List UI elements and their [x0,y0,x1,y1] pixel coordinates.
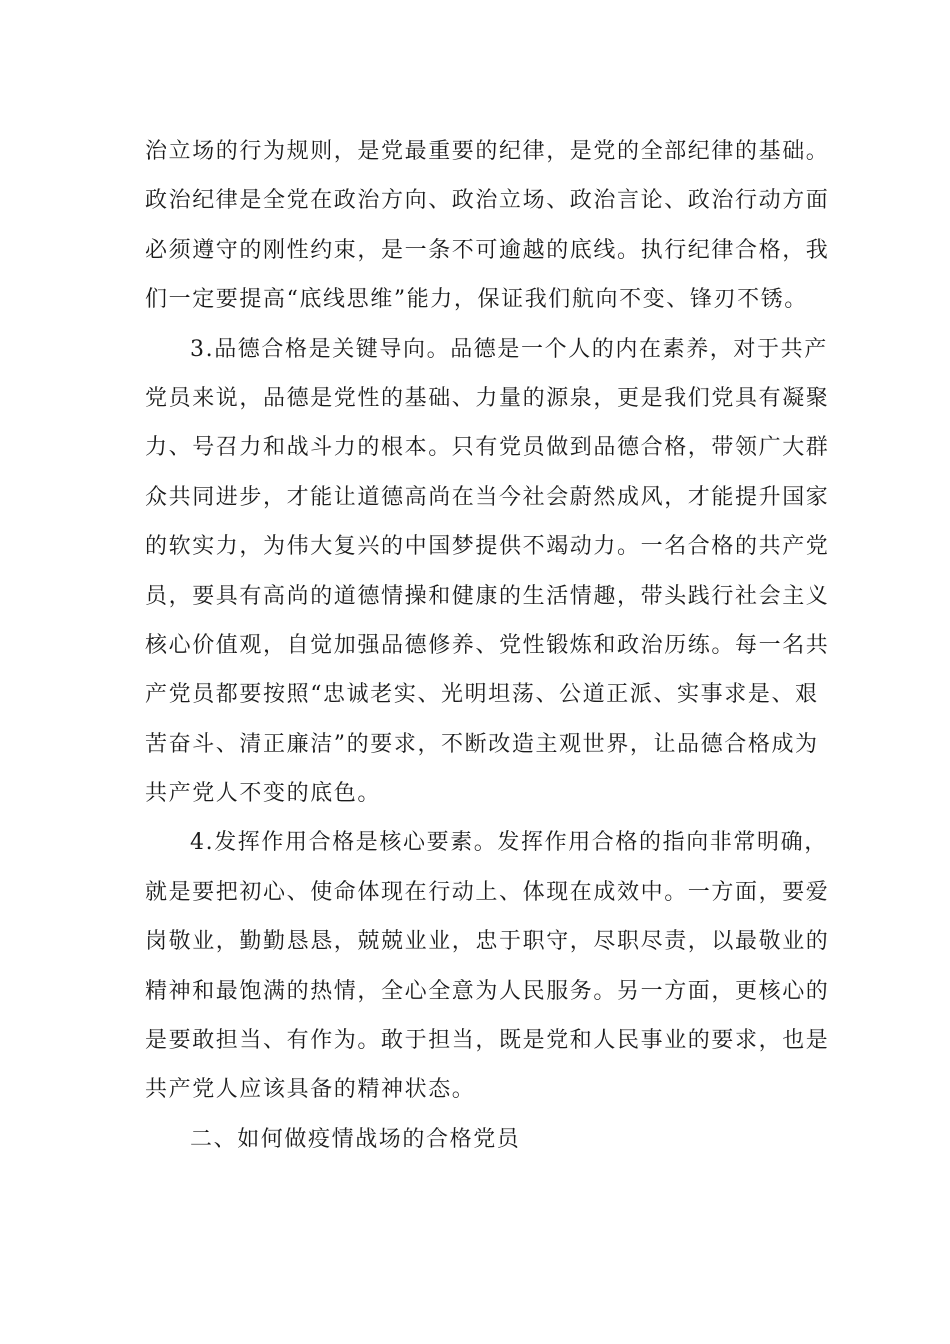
paragraph-3-heading-line: 3.品德合格是关键导向。品德是一个人的内在素养，对于共产 [190,336,828,362]
text-line: 共产党人应该具备的精神状态。 [145,1077,476,1103]
text-line: 必须遵守的刚性约束，是一条不可逾越的底线。执行纪律合格，我 [145,237,830,263]
section-heading: 二、如何做疫情战场的合格党员 [190,1126,521,1152]
text-line: 苦奋斗、清正廉洁”的要求，不断改造主观世界，让品德合格成为 [145,731,819,757]
document-body [145,127,830,1164]
text-line: 核心价值观，自觉加强品德修养、党性锻炼和政治历练。每一名共 [145,632,830,658]
text-line: 的软实力，为伟大复兴的中国梦提供不竭动力。一名合格的共产党 [145,534,830,560]
text-line: 力、号召力和战斗力的根本。只有党员做到品德合格，带领广大群 [145,435,830,461]
text-line: 岗敬业，勤勤恳恳，兢兢业业，忠于职守，尽职尽责，以最敬业的 [145,929,830,955]
text-line: 政治纪律是全党在政治方向、政治立场、政治言论、政治行动方面 [145,188,830,214]
text-line: 们一定要提高“底线思维”能力，保证我们航向不变、锋刃不锈。 [145,287,808,313]
text-line: 员，要具有高尚的道德情操和健康的生活情趣，带头践行社会主义 [145,583,830,609]
text-line: 是要敢担当、有作为。敢于担当，既是党和人民事业的要求，也是 [145,1028,830,1054]
text-line: 众共同进步，才能让道德高尚在当今社会蔚然成风，才能提升国家 [145,484,830,510]
text-line: 就是要把初心、使命体现在行动上、体现在成效中。一方面，要爱 [145,879,830,905]
text-line: 共产党人不变的底色。 [145,781,382,807]
text-line: 产党员都要按照“忠诚老实、光明坦荡、公道正派、实事求是、艰 [145,682,819,708]
text-line: 精神和最饱满的热情，全心全意为人民服务。另一方面，更核心的 [145,978,830,1004]
paragraph-4-heading-line: 4.发挥作用合格是核心要素。发挥作用合格的指向非常明确， [190,830,828,856]
text-line: 治立场的行为规则，是党最重要的纪律，是党的全部纪律的基础。 [145,139,830,164]
text-line: 党员来说，品德是党性的基础、力量的源泉，更是我们党具有凝聚 [145,385,830,411]
